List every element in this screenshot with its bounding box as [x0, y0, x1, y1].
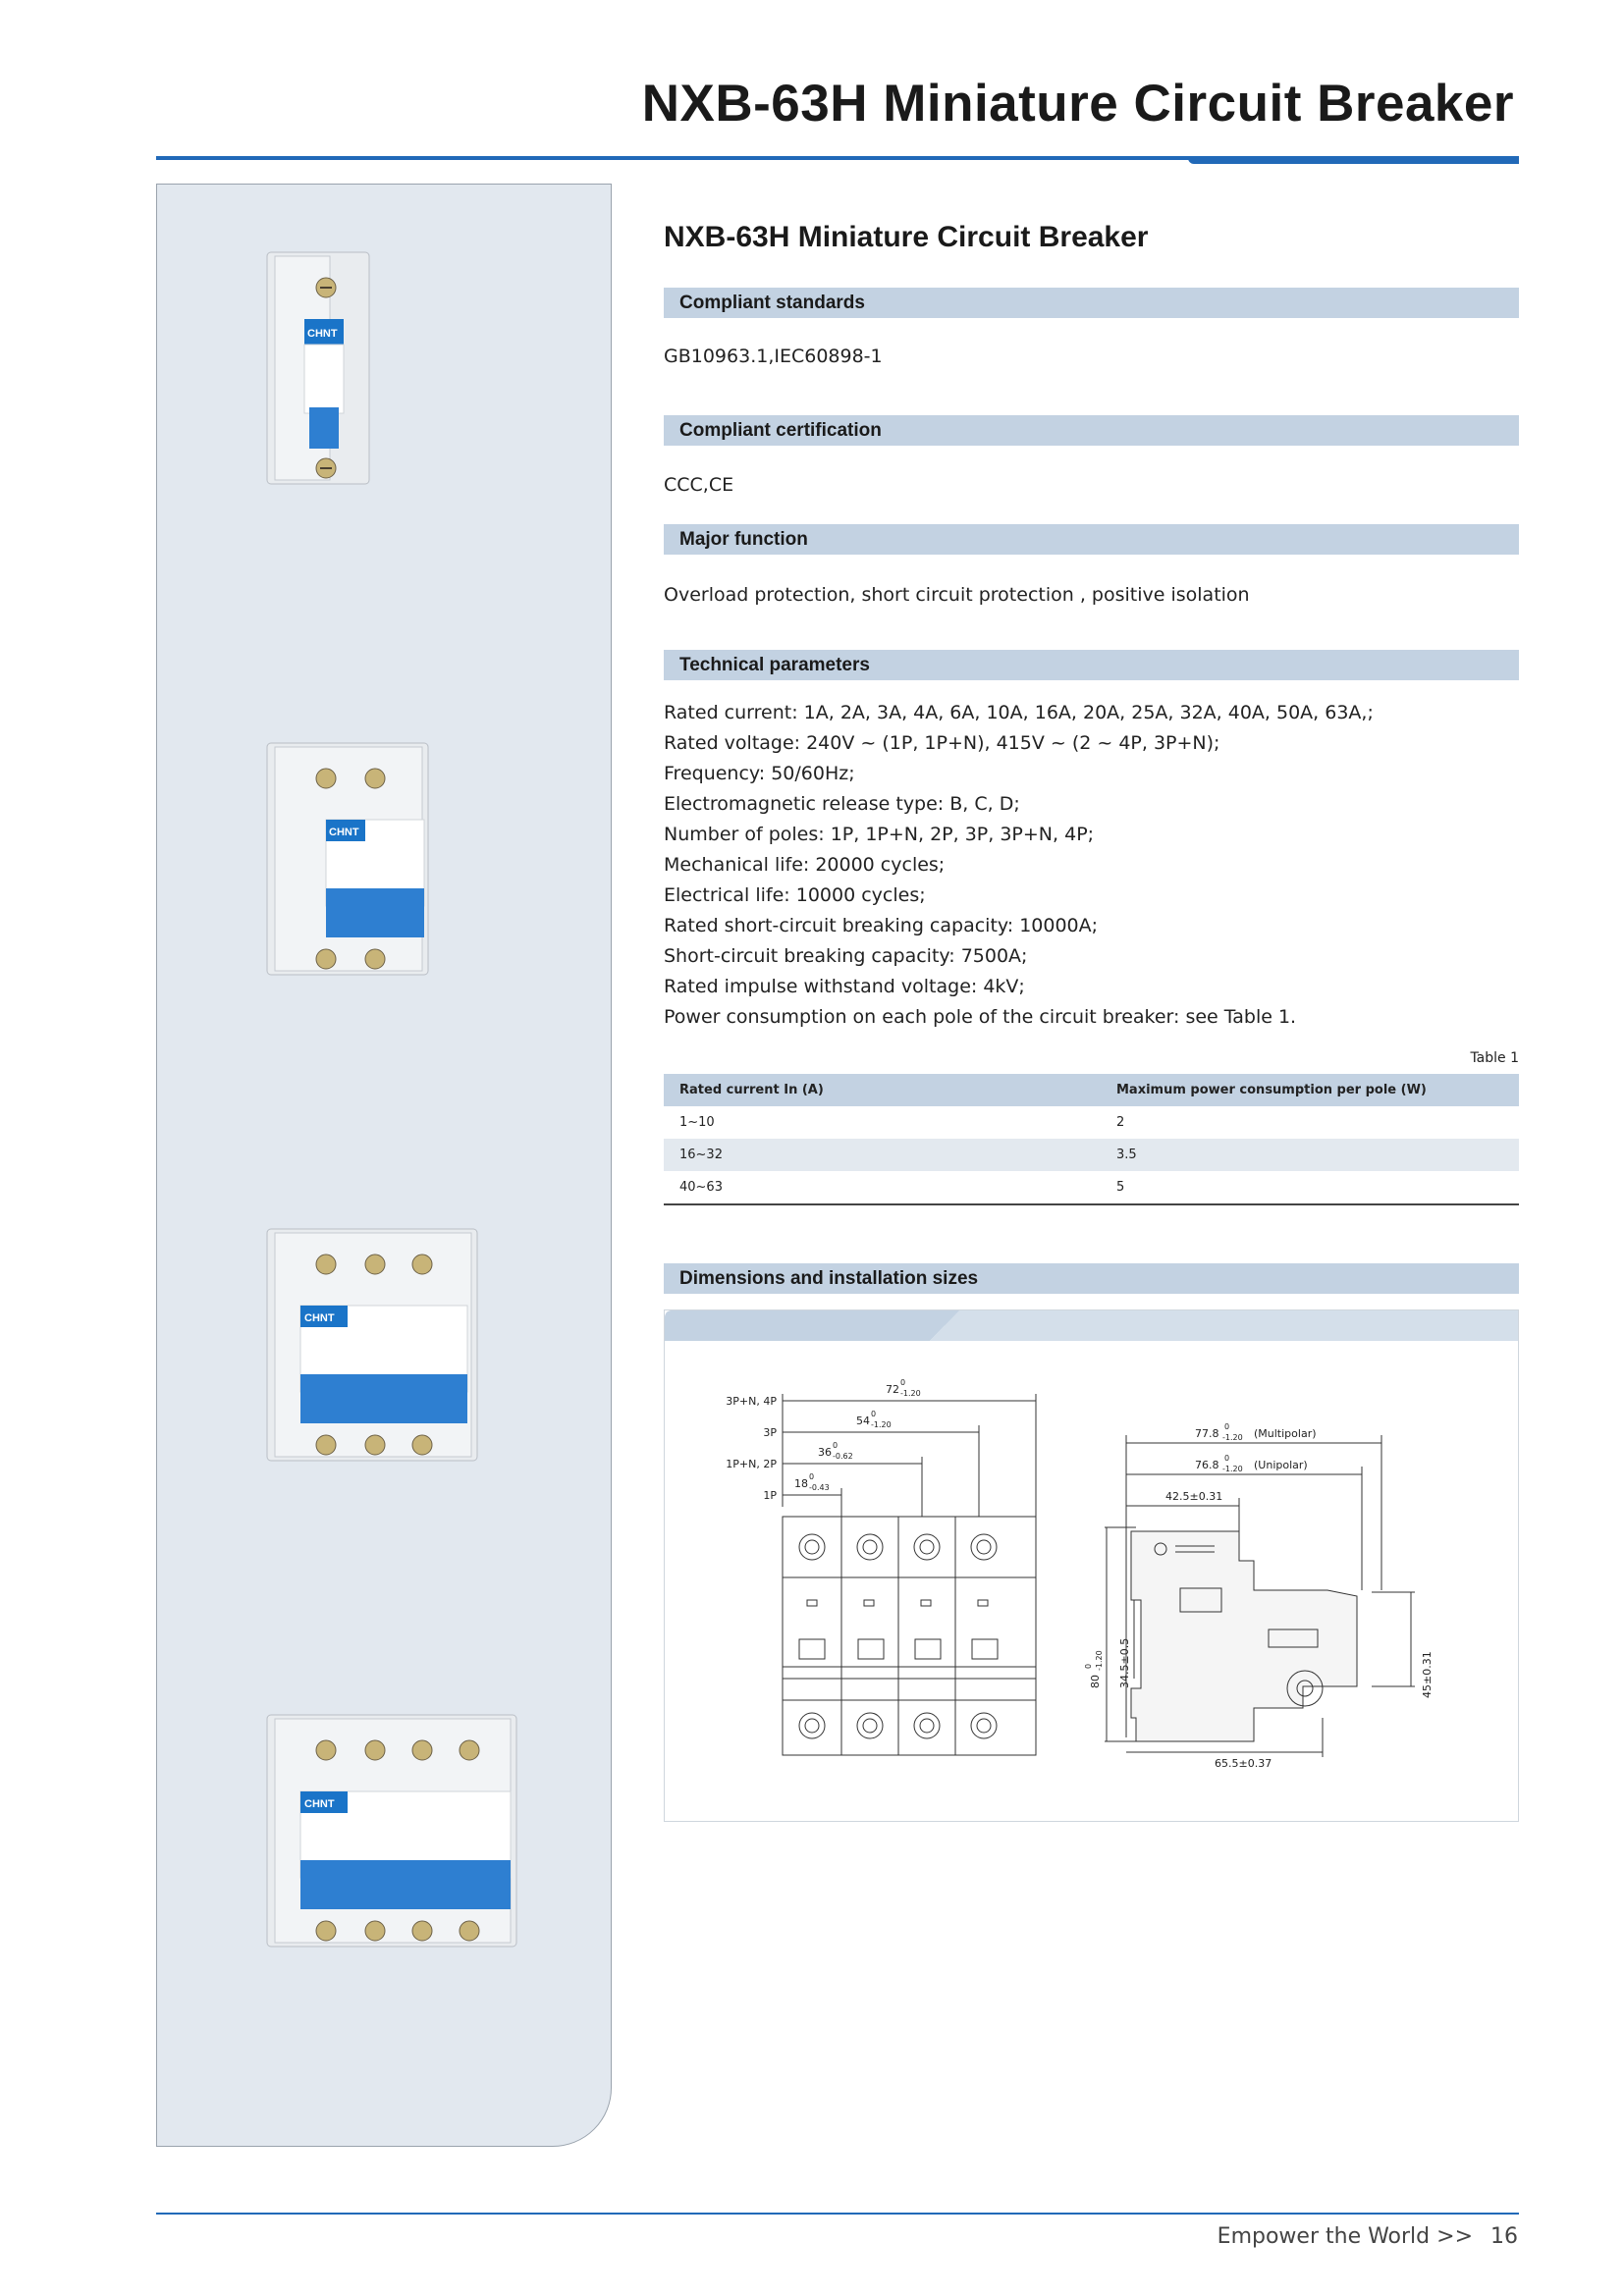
dim-65-5: 65.5±0.37	[1215, 1757, 1272, 1770]
side-view-drawing	[1077, 1404, 1470, 1777]
breaker-4p-image	[265, 1713, 520, 1949]
table-header: Rated current In (A)	[664, 1074, 1101, 1106]
table-row	[664, 1171, 1519, 1204]
certification-text: CCC,CE	[664, 474, 734, 496]
front-label: 3P+N, 4P	[726, 1395, 777, 1408]
dim-tol: -1.20	[900, 1389, 921, 1398]
param-line: Rated current: 1A, 2A, 3A, 4A, 6A, 10A, 16A, 20A, 25A, 32A, 40A, 50A, 63A,;	[664, 702, 1374, 723]
certification-heading: Compliant certification	[664, 415, 1519, 446]
dim-42-5: 42.5±0.31	[1165, 1490, 1223, 1503]
dim-80: 80	[1089, 1675, 1102, 1688]
page-title: NXB-63H Miniature Circuit Breaker	[641, 75, 1514, 133]
page-footer	[1218, 2224, 1518, 2249]
function-text: Overload protection, short circuit protection , positive isolation	[664, 584, 1250, 606]
table-header: Maximum power consumption per pole (W)	[1101, 1074, 1519, 1106]
brand-logo-4p: CHNT	[304, 1798, 335, 1810]
table-cell: 2	[1116, 1115, 1125, 1130]
standards-text: GB10963.1,IEC60898-1	[664, 346, 883, 367]
multipolar-label: (Multipolar)	[1254, 1427, 1317, 1440]
brand-logo-3p: CHNT	[304, 1312, 335, 1324]
dim-tol: -1.20	[871, 1420, 892, 1429]
dim-tol: 0	[1224, 1422, 1230, 1431]
param-line: Electrical life: 10000 cycles;	[664, 884, 926, 906]
table-row	[664, 1106, 1519, 1139]
dim-value: 36	[818, 1446, 832, 1459]
table-cell: 1~10	[679, 1115, 715, 1130]
brand-logo-1p: CHNT	[307, 328, 338, 340]
table-cell: 40~63	[664, 1171, 1101, 1204]
technical-parameters	[664, 698, 1519, 1033]
front-label: 1P	[763, 1489, 777, 1502]
table-cell: 16~32	[664, 1139, 1101, 1171]
dim-tol: 0	[900, 1378, 906, 1387]
technical-heading: Technical parameters	[664, 650, 1519, 680]
dim-34-5: 34.5±0.5	[1118, 1637, 1131, 1688]
dim-tol: -1.20	[1095, 1650, 1104, 1671]
dim-tol: 0	[1084, 1663, 1093, 1669]
dim-tol: -0.43	[809, 1483, 830, 1492]
dim-multipolar: 77.8	[1195, 1427, 1219, 1440]
front-view-drawing	[704, 1364, 1038, 1757]
param-line: Frequency: 50/60Hz;	[664, 763, 855, 784]
dimensions-panel	[664, 1309, 1519, 1822]
dim-45: 45±0.31	[1421, 1651, 1434, 1698]
param-line: Rated voltage: 240V ~ (1P, 1P+N), 415V ~ (2 ~ 4P, 3P+N);	[664, 732, 1220, 754]
dim-tol: 0	[871, 1410, 877, 1418]
param-line: Short-circuit breaking capacity: 7500A;	[664, 945, 1028, 967]
footer-rule	[156, 2213, 1519, 2215]
table-cell: 5	[1101, 1171, 1519, 1204]
dimensions-panel-header	[665, 1310, 1518, 1341]
function-heading: Major function	[664, 524, 1519, 555]
param-line: Electromagnetic release type: B, C, D;	[664, 793, 1020, 815]
dim-value: 54	[856, 1415, 870, 1427]
param-line: Power consumption on each pole of the circuit breaker: see Table 1.	[664, 1006, 1297, 1028]
front-label: 1P+N, 2P	[726, 1458, 777, 1470]
dim-value: 18	[794, 1477, 808, 1490]
param-line: Mechanical life: 20000 cycles;	[664, 854, 946, 876]
breaker-3p-image	[265, 1227, 481, 1463]
dim-value: 72	[886, 1383, 899, 1396]
dim-tol: 0	[809, 1472, 815, 1481]
standards-heading: Compliant standards	[664, 288, 1519, 318]
dim-tol: -1.20	[1222, 1433, 1243, 1442]
breaker-1p-image	[265, 250, 373, 486]
param-line: Rated short-circuit breaking capacity: 10000A;	[664, 915, 1099, 936]
page-number: 16	[1490, 2224, 1518, 2249]
dimensions-heading: Dimensions and installation sizes	[664, 1263, 1519, 1294]
breaker-2p-image	[265, 741, 432, 977]
dim-tol: -1.20	[1222, 1465, 1243, 1473]
dim-tol: 0	[1224, 1454, 1230, 1463]
table-caption: Table 1	[1470, 1050, 1519, 1066]
table-cell: 3.5	[1101, 1139, 1519, 1171]
brand-logo-2p: CHNT	[329, 827, 359, 838]
section-title: NXB-63H Miniature Circuit Breaker	[664, 221, 1149, 253]
title-rule-accent	[1188, 157, 1519, 164]
dim-tol: -0.62	[833, 1452, 853, 1461]
table-row	[664, 1139, 1519, 1171]
power-consumption-table	[664, 1074, 1519, 1205]
front-label: 3P	[763, 1426, 777, 1439]
param-line: Rated impulse withstand voltage: 4kV;	[664, 976, 1025, 997]
dim-tol: 0	[833, 1441, 839, 1450]
unipolar-label: (Unipolar)	[1254, 1459, 1308, 1471]
dim-unipolar: 76.8	[1195, 1459, 1219, 1471]
param-line: Number of poles: 1P, 1P+N, 2P, 3P, 3P+N, 4P;	[664, 824, 1095, 845]
footer-tagline: Empower the World >>	[1217, 2224, 1473, 2249]
